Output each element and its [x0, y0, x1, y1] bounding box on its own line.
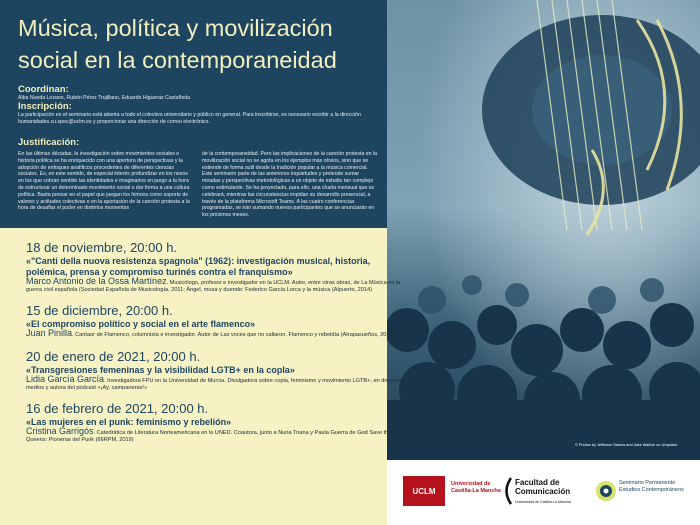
faculty-logo-icon — [501, 476, 513, 506]
events-list — [26, 240, 406, 453]
coordinators-label: Coordinan: — [18, 84, 69, 95]
speaker-name: Cristina Garrigós — [26, 426, 94, 437]
event-date: 15 de diciembre, 20:00 h. — [26, 303, 173, 319]
speaker-bio: . Investigadora FPU en la Universidad de Murcia. Divulgadora sobre copla, feminismo y movimiento LGTB+, en diversos medios y autora del podcast «¡Ay, campaneras!» — [26, 377, 403, 391]
uclm-name — [451, 481, 501, 495]
title-line-2: social en la contemporaneidad — [18, 47, 337, 73]
concert-photo — [387, 0, 700, 460]
event-title: «Las mujeres en el punk: feminismo y rebelión» — [26, 417, 232, 428]
faculty-name-1: Facultad de — [515, 478, 560, 487]
event-title: «"Canti della nuova resistenza spagnola" (1962): investigación musical, historia, polémica, prensa y compromiso turinés contra el franquismo» — [26, 256, 371, 277]
event-title: «El compromiso político y social en el arte flamenco» — [26, 319, 256, 330]
uclm-name-1: Universidad de — [451, 481, 491, 487]
event-item — [26, 240, 406, 294]
event-item — [26, 401, 406, 444]
logos-band — [387, 460, 700, 525]
justification-col-1: En las últimas décadas, la investigación sobre movimientos sociales e historia política se ha enriquecido con una apertura de perspectivas y la adopción de enfoques analíticos procedentes de diferentes ciencias sociales. Es, en este sentido, de especial interés profundizar en los nexos en los que cobran sentido las identidades e imaginarios en juego a la hora de estructurar un determinado movimiento social o dar forma a una cultura política. Basta pensar en el papel que juegan los himnos como soporte de valores y actitudes colectivas o en la aportación de la canción protesta a la hora de desafiar el poder en distintos momentos — [18, 151, 190, 212]
justification-section — [18, 137, 378, 219]
registration-section — [18, 101, 378, 126]
coordinators-names: Alba Nueda Lozano, Rubén Pérez Trujillano, Eduardo Higueras Castañeda — [18, 95, 191, 101]
seminar-logo-icon — [595, 476, 617, 506]
event-speaker — [26, 428, 406, 444]
coordinators-section — [18, 84, 378, 102]
event-item — [26, 349, 406, 392]
event-speaker — [26, 330, 406, 339]
uclm-mark: UCLM — [412, 486, 436, 496]
speaker-bio: . Cantaor de Flamenco, columnista e investigador. Autor de Las voces que no callaron. Flamenco y rebeldía (Atrapasueños, 2011) — [72, 332, 395, 339]
seminar-logo — [619, 480, 684, 493]
speaker-name: Marco Antonio de la Ossa Martínez — [26, 276, 167, 286]
event-speaker — [26, 278, 406, 294]
registration-text: La participación en el seminario está abierta a todo el colectivo universitario y público en general. Para inscribirse, es necesario escribir a la dirección humanidades.cu.spec@uclm.es y proporcionar una dirección de correo electrónico. — [18, 112, 361, 125]
event-date: 16 de febrero de 2021, 20:00 h. — [26, 401, 209, 417]
justification-label: Justificación: — [18, 137, 80, 148]
title-line-1: Música, política y movilización — [18, 15, 333, 41]
uclm-logo — [403, 476, 445, 506]
speaker-bio: . Catedrática de Literatura Norteamericana en la UNED. Coautora, junto a Nuria Triana y Paula Guerra de God Save the Queens: Pioneras del Punk (66RPM, 2019) — [26, 430, 392, 444]
faculty-logo — [515, 478, 571, 507]
seminar-name-2: Estudios Contemporáneos — [619, 486, 684, 493]
seminar-name-1: Seminario Permanente — [619, 480, 676, 486]
page-title — [18, 12, 418, 76]
faculty-name-2: Comunicación — [515, 487, 571, 496]
speaker-name: Lidia García García — [26, 373, 105, 384]
event-date: 20 de enero de 2021, 20:00 h. — [26, 348, 201, 364]
photo-credit: © Photos by Jefferson Santos and Jake Walrich on Unsplash — [575, 443, 678, 447]
event-item — [26, 303, 406, 339]
speaker-name: Juan Pinilla — [26, 328, 73, 339]
uclm-name-2: Castilla-La Mancha — [451, 488, 501, 494]
event-date: 18 de noviembre, 20:00 h. — [26, 240, 178, 255]
justification-col-2: de la contemporaneidad. Pero las implicaciones de la canción protesta en la movilización social no se agota en los ejemplos más obvios, sino que se extiende de forma sutil desde la tradición popular a la música comercial. Este seminario parte de las anteriores inquietudes y pretende sumar miradas y perspectivas metodológicas a un objeto de estudio tan complejo como estimulante. Se ha proyectado, para ello, una charla mensual que se celebrará, mientras las circunstancias impidan su desarrollo presencial, a través de la plataforma Microsoft Teams. A las cuatro conferencias programadas, se irán sumando nuevos participantes que se anunciarán en los próximos meses. — [202, 151, 378, 219]
event-title: «Transgresiones femeninas y la visibilidad LGTB+ en la copla» — [26, 364, 295, 375]
event-speaker — [26, 373, 406, 392]
concert-photo-art — [387, 0, 700, 460]
registration-label: Inscripción: — [18, 101, 72, 112]
faculty-sub: Universidad de Castilla-La Mancha — [515, 500, 571, 504]
speaker-bio: . Musicólogo, profesor e investigador en la UCLM. Autor, entre otras obras, de La Música en la guerra civil española (Sociedad Española de Musicología, 2011; Ángel, musa y duende: Federico García Lorca y la música (Alpuerto, 2014) — [26, 280, 401, 294]
